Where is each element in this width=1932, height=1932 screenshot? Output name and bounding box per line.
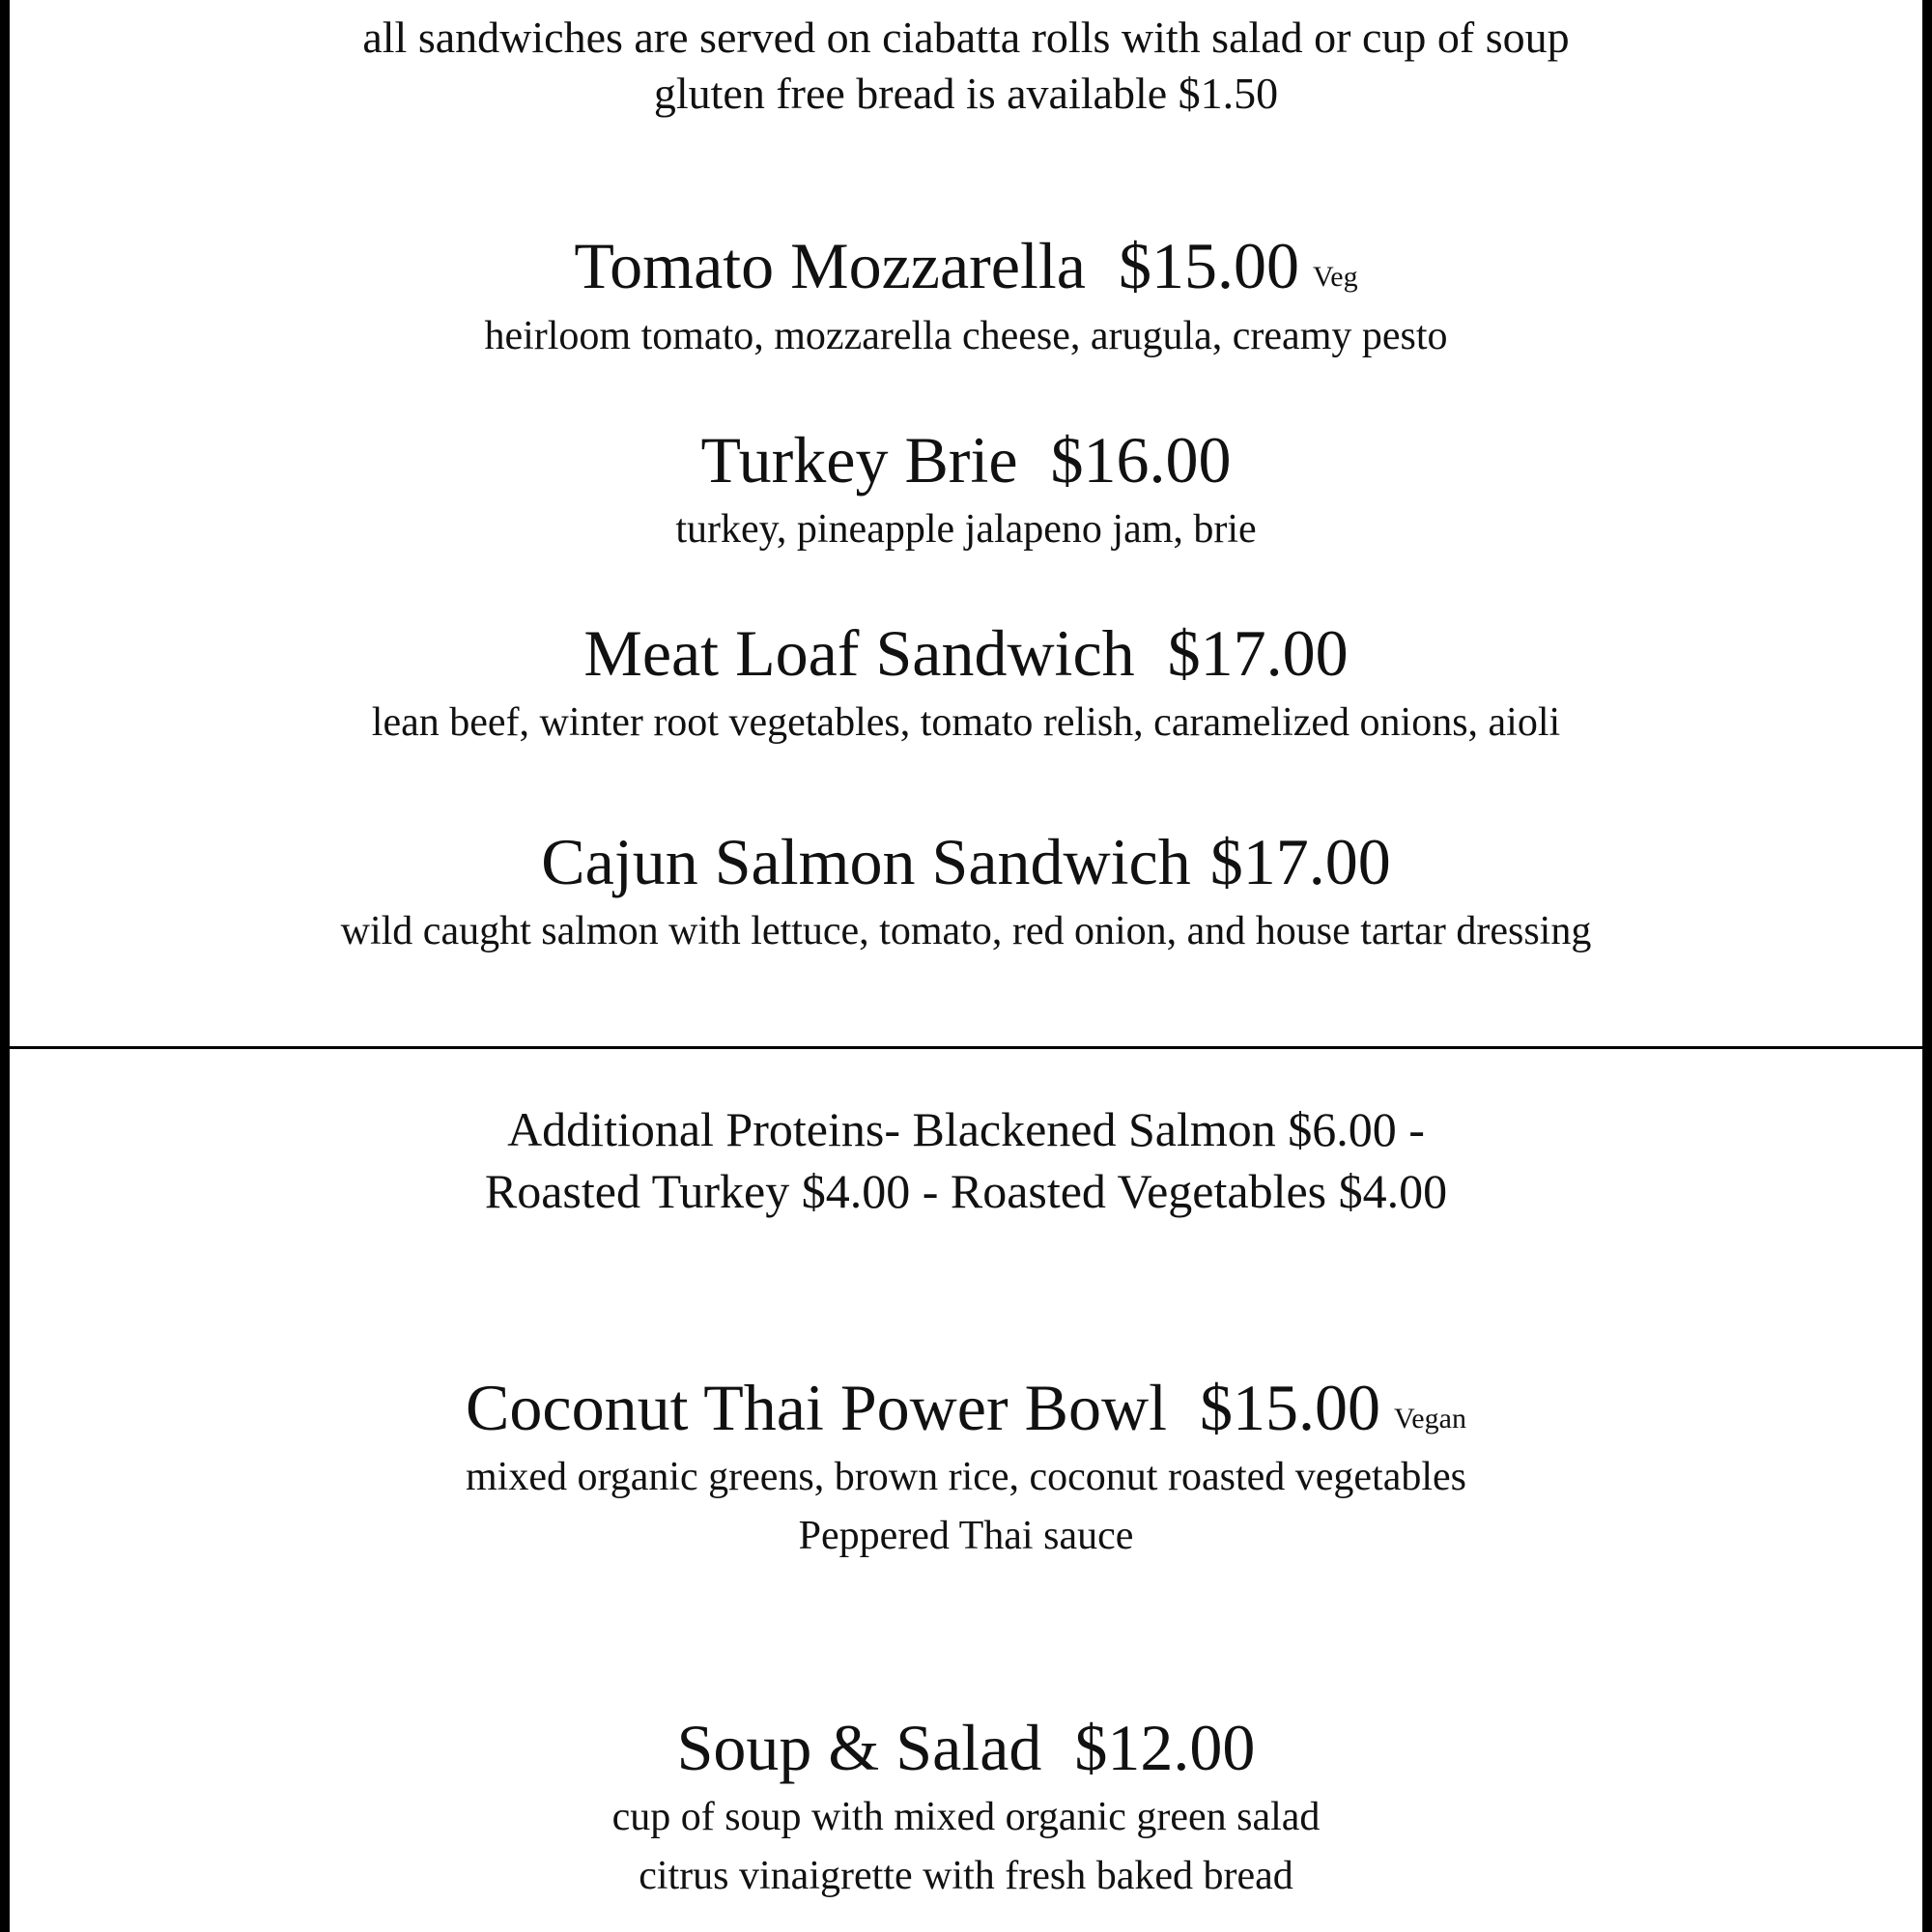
dietary-tag: Veg xyxy=(1312,261,1358,293)
menu-item-price: $15.00 xyxy=(1199,1371,1380,1444)
header-note-sandwiches: all sandwiches are served on ciabatta rolls with salad or cup of soup xyxy=(362,13,1570,62)
menu-item-title-meat-loaf xyxy=(10,615,1922,692)
menu-item-price: $12.00 xyxy=(1074,1711,1256,1784)
menu-item-price: $17.00 xyxy=(1209,825,1391,898)
menu-item-name: Turkey Brie xyxy=(700,423,1018,497)
menu-item-description: turkey, pineapple jalapeno jam, brie xyxy=(675,507,1257,552)
menu-item-description: mixed organic greens, brown rice, coconut roasted vegetables xyxy=(465,1455,1466,1499)
menu-item-title-power-bowl xyxy=(10,1370,1922,1446)
menu-item-name: Soup & Salad xyxy=(676,1711,1042,1784)
menu-item-description: citrus vinaigrette with fresh baked bread xyxy=(639,1854,1293,1898)
menu-item-description: cup of soup with mixed organic green salad xyxy=(611,1795,1321,1839)
additional-proteins-line-1: Additional Proteins- Blackened Salmon $6.00 - xyxy=(507,1102,1425,1156)
menu-item-name: Cajun Salmon Sandwich xyxy=(541,825,1191,898)
menu-item-title-turkey-brie xyxy=(10,422,1922,498)
menu-item-price: $17.00 xyxy=(1167,616,1349,690)
menu-item-title-soup-salad xyxy=(10,1710,1922,1786)
menu-item-title-tomato-mozzarella xyxy=(10,228,1922,304)
menu-item-description: wild caught salmon with lettuce, tomato, red onion, and house tartar dressing xyxy=(340,909,1592,953)
menu-item-name: Meat Loaf Sandwich xyxy=(583,616,1135,690)
menu-item-name: Coconut Thai Power Bowl xyxy=(466,1371,1167,1444)
menu-item-description: lean beef, winter root vegetables, tomato relish, caramelized onions, aioli xyxy=(371,700,1561,745)
section-divider xyxy=(10,1046,1922,1049)
menu-item-title-cajun-salmon xyxy=(10,824,1922,900)
menu-item-price: $16.00 xyxy=(1050,423,1232,497)
dietary-tag: Vegan xyxy=(1393,1403,1466,1435)
additional-proteins-line-2: Roasted Turkey $4.00 - Roasted Vegetables $4.00 xyxy=(484,1164,1448,1218)
menu-item-name: Tomato Mozzarella xyxy=(574,229,1086,302)
menu-item-price: $15.00 xyxy=(1118,229,1299,302)
menu-page xyxy=(10,0,1922,1932)
menu-item-description: Peppered Thai sauce xyxy=(798,1514,1134,1558)
menu-item-description: heirloom tomato, mozzarella cheese, arugula, creamy pesto xyxy=(484,314,1448,358)
header-note-gluten-free: gluten free bread is available $1.50 xyxy=(653,69,1279,118)
